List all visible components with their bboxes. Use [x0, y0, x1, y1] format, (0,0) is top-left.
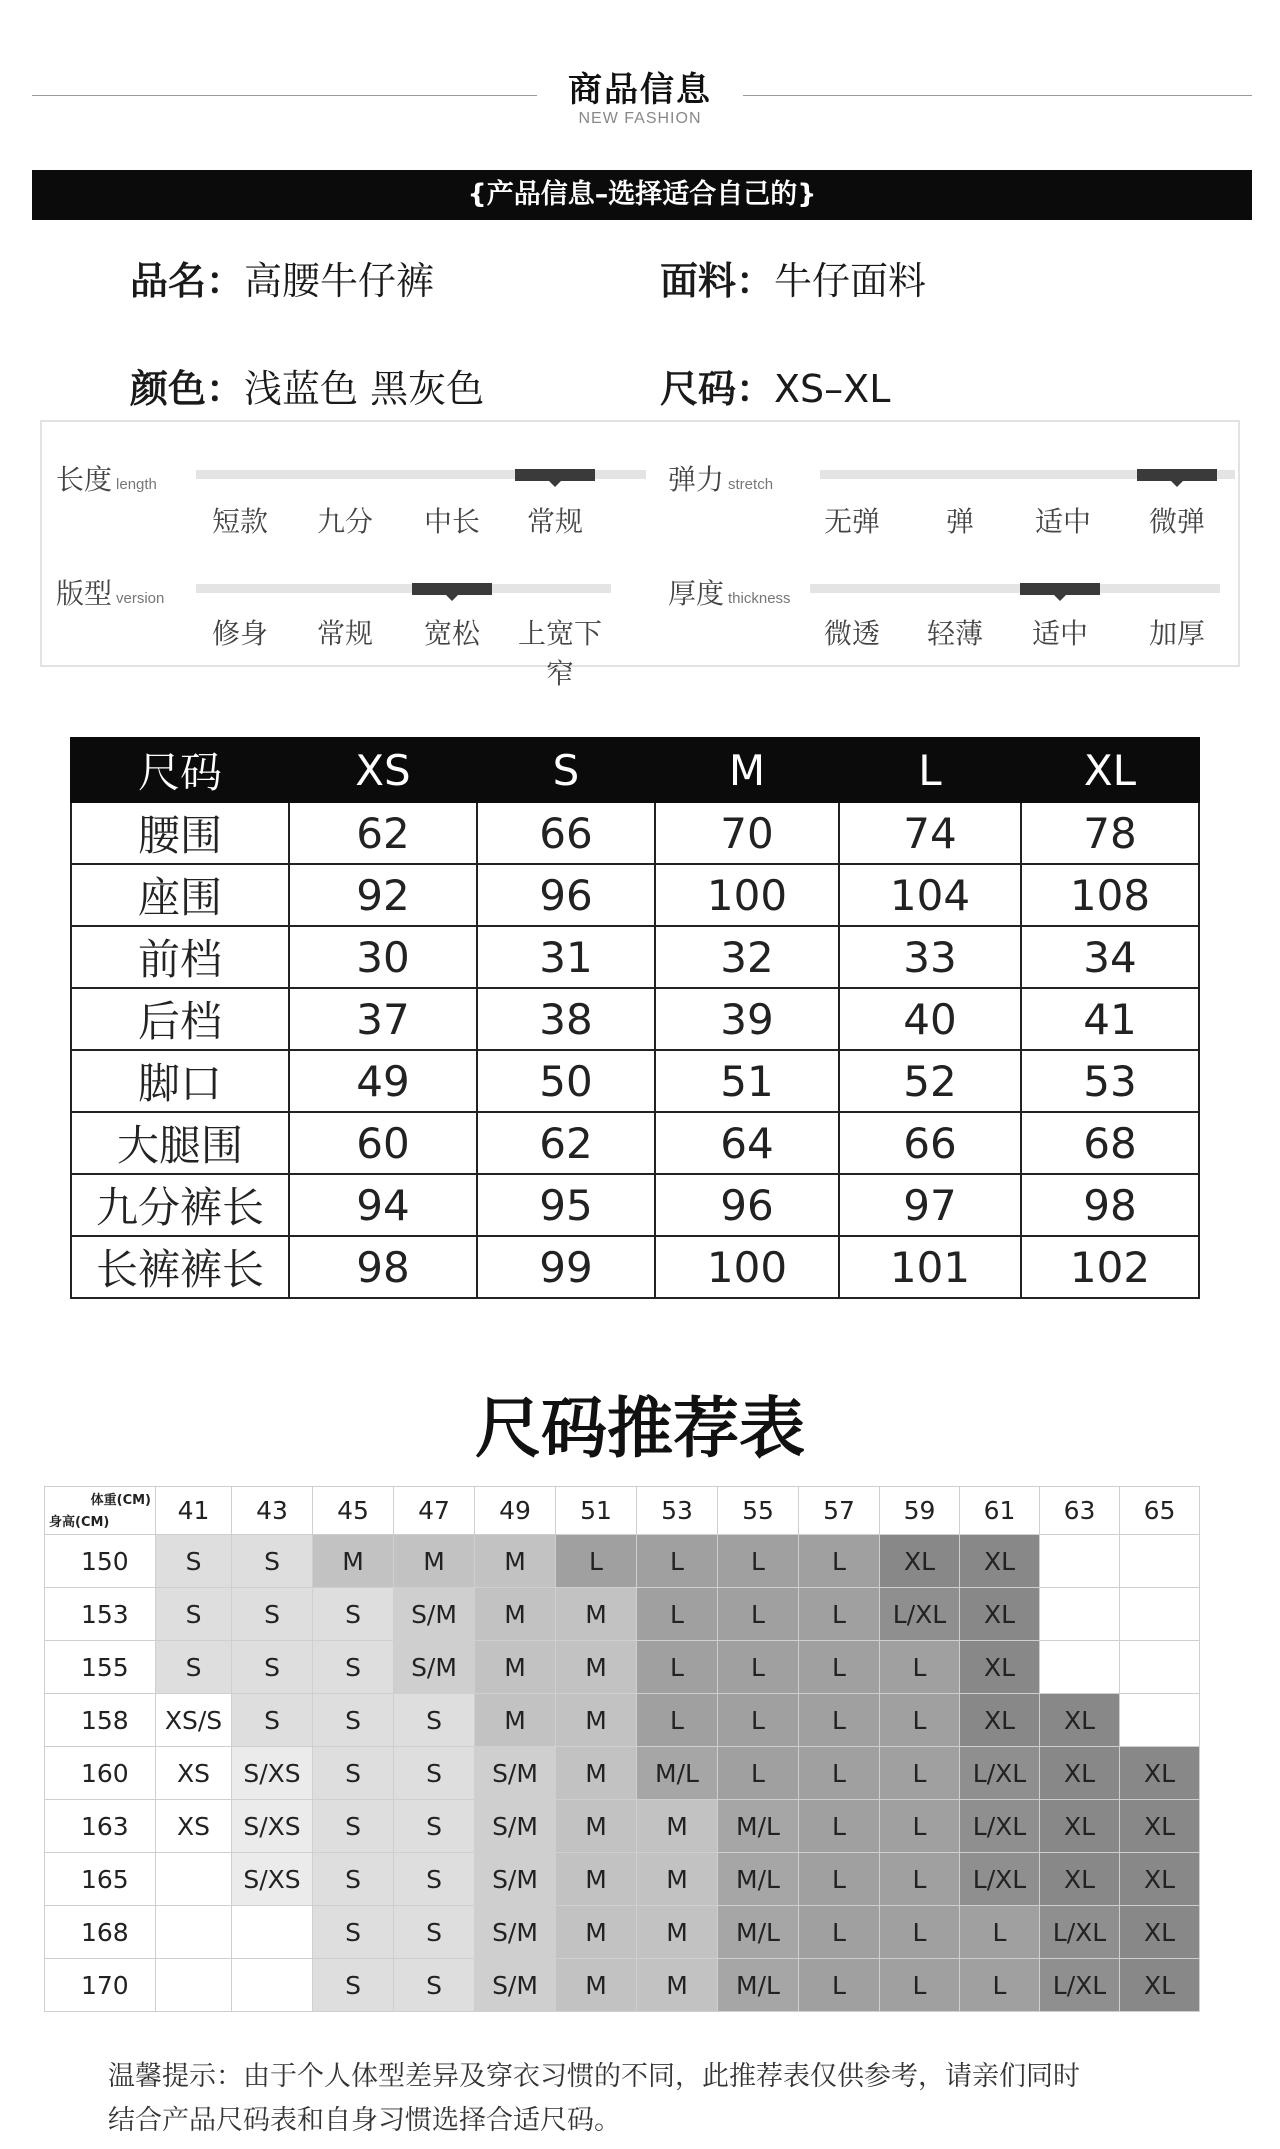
attr-option: 常规: [526, 505, 583, 538]
table-row: [71, 1050, 1199, 1112]
size-recommend-cell: M/L: [718, 1800, 799, 1853]
size-recommend-cell: [1040, 1588, 1120, 1641]
size-header-cell: M: [655, 738, 839, 802]
size-row-label: 腰围: [71, 802, 289, 864]
size-recommend-cell: S: [156, 1641, 232, 1694]
size-cell: 97: [839, 1174, 1021, 1236]
attr-option: 微透: [823, 617, 880, 650]
attr-label-en: thickness: [728, 590, 791, 607]
size-recommend-cell: XL: [960, 1641, 1040, 1694]
attr-track: [810, 584, 1220, 593]
size-recommend-cell: [232, 1906, 313, 1959]
table-row: [71, 802, 1199, 864]
size-recommend-cell: XL: [1040, 1853, 1120, 1906]
attr-label-text: 版型: [56, 577, 113, 610]
size-recommend-cell: L: [637, 1535, 718, 1588]
size-recommend-cell: S: [394, 1959, 475, 2012]
size-cell: 95: [477, 1174, 655, 1236]
size-cell: 62: [477, 1112, 655, 1174]
info-size: [660, 358, 890, 413]
size-recommend-cell: S: [313, 1641, 394, 1694]
attr-option: 常规: [316, 617, 373, 650]
size-recommend-cell: M/L: [718, 1853, 799, 1906]
size-cell: 30: [289, 926, 477, 988]
size-recommend-cell: M: [475, 1535, 556, 1588]
size-recommend-cell: M: [637, 1800, 718, 1853]
size-recommend-cell: L: [799, 1694, 880, 1747]
size-cell: 40: [839, 988, 1021, 1050]
size-cell: 101: [839, 1236, 1021, 1298]
size-recommend-cell: M/L: [718, 1959, 799, 2012]
info-fabric-value: 牛仔面料: [774, 259, 927, 303]
size-recommend-cell: S: [313, 1694, 394, 1747]
tip-line-2: 结合产品尺码表和自身习惯选择合适尺码。: [108, 2105, 621, 2136]
size-recommend-cell: [156, 1959, 232, 2012]
corner-weight-label: 体重(CM): [90, 1493, 151, 1508]
size-row-label: 后档: [71, 988, 289, 1050]
attr-selected-marker: [515, 469, 595, 481]
attr-selected-marker: [412, 583, 492, 595]
corner-height-label: 身高(CM): [49, 1515, 110, 1530]
size-recommend-cell: XL: [1120, 1800, 1200, 1853]
size-recommend-cell: [1040, 1535, 1120, 1588]
size-row-label: 座围: [71, 864, 289, 926]
weight-header-cell: 53: [637, 1487, 718, 1535]
size-recommend-cell: M: [637, 1959, 718, 2012]
weight-header-cell: 45: [313, 1487, 394, 1535]
size-recommend-cell: XL: [1120, 1959, 1200, 2012]
size-recommend-cell: M: [556, 1959, 637, 2012]
size-recommend-cell: L: [799, 1641, 880, 1694]
size-recommend-cell: S: [313, 1853, 394, 1906]
size-recommend-cell: L: [718, 1641, 799, 1694]
attr-selected-marker: [1137, 469, 1217, 481]
size-recommend-cell: M: [637, 1906, 718, 1959]
size-recommend-cell: S: [394, 1694, 475, 1747]
info-color-label: 颜色：: [130, 367, 245, 411]
size-recommend-cell: S/XS: [232, 1747, 313, 1800]
size-cell: 96: [655, 1174, 839, 1236]
attr-option: 宽松: [423, 617, 480, 650]
size-recommend-cell: M: [556, 1694, 637, 1747]
weight-header-cell: 59: [880, 1487, 960, 1535]
attr-option: 弹: [945, 505, 974, 538]
size-recommend-cell: S/M: [394, 1588, 475, 1641]
size-recommend-cell: L: [799, 1959, 880, 2012]
weight-header-cell: 41: [156, 1487, 232, 1535]
height-cell: 168: [45, 1906, 156, 1959]
size-recommend-cell: M: [556, 1853, 637, 1906]
size-recommend-cell: L: [960, 1906, 1040, 1959]
table-row: [45, 1588, 1200, 1641]
size-recommend-cell: XL: [1040, 1694, 1120, 1747]
attr-track: [196, 584, 611, 593]
size-cell: 70: [655, 802, 839, 864]
weight-header-cell: 55: [718, 1487, 799, 1535]
recommend-title: 尺码推荐表: [475, 1390, 805, 1467]
size-recommend-cell: S/M: [475, 1959, 556, 2012]
size-cell: 34: [1021, 926, 1199, 988]
height-cell: 170: [45, 1959, 156, 2012]
size-recommend-cell: M: [475, 1588, 556, 1641]
size-cell: 50: [477, 1050, 655, 1112]
size-recommend-cell: [1120, 1641, 1200, 1694]
weight-header-cell: 51: [556, 1487, 637, 1535]
size-cell: 31: [477, 926, 655, 988]
size-recommend-cell: L/XL: [1040, 1906, 1120, 1959]
size-recommend-cell: L: [637, 1588, 718, 1641]
size-recommend-cell: XL: [1040, 1747, 1120, 1800]
table-row: [45, 1747, 1200, 1800]
recommend-corner: [45, 1487, 156, 1535]
table-row: [45, 1853, 1200, 1906]
table-row: [45, 1641, 1200, 1694]
table-row: [71, 864, 1199, 926]
attr-selected-marker: [1020, 583, 1100, 595]
size-recommend-cell: [1040, 1641, 1120, 1694]
size-cell: 104: [839, 864, 1021, 926]
attr-label-text: 厚度: [668, 577, 725, 610]
size-cell: 98: [289, 1236, 477, 1298]
size-recommend-cell: S: [394, 1853, 475, 1906]
attr-label-text: 弹力: [668, 463, 725, 496]
size-header-cell: L: [839, 738, 1021, 802]
size-recommend-cell: S: [232, 1535, 313, 1588]
weight-header-cell: 65: [1120, 1487, 1200, 1535]
size-recommend-cell: M: [637, 1853, 718, 1906]
size-recommend-cell: S: [394, 1800, 475, 1853]
height-cell: 165: [45, 1853, 156, 1906]
size-recommend-cell: L: [718, 1588, 799, 1641]
size-recommend-cell: [1120, 1588, 1200, 1641]
size-cell: 33: [839, 926, 1021, 988]
size-recommend-cell: L: [880, 1800, 960, 1853]
size-recommend-cell: S/M: [475, 1853, 556, 1906]
info-fabric-label: 面料：: [660, 259, 775, 303]
size-recommend-cell: [156, 1906, 232, 1959]
height-cell: 153: [45, 1588, 156, 1641]
size-recommend-cell: M: [475, 1641, 556, 1694]
size-cell: 66: [839, 1112, 1021, 1174]
table-row: [71, 926, 1199, 988]
weight-header-cell: 63: [1040, 1487, 1120, 1535]
table-row: [71, 988, 1199, 1050]
size-cell: 41: [1021, 988, 1199, 1050]
page-title: 商品信息: [568, 70, 712, 110]
info-size-value: XS–XL: [774, 367, 891, 411]
size-recommend-cell: L/XL: [960, 1747, 1040, 1800]
size-recommend-cell: L: [718, 1694, 799, 1747]
attr-option: 九分: [316, 505, 373, 538]
size-cell: 68: [1021, 1112, 1199, 1174]
size-cell: 64: [655, 1112, 839, 1174]
attr-option: 无弹: [823, 505, 880, 538]
attr-label-text: 长度: [56, 463, 113, 496]
attr-option: 加厚: [1148, 617, 1205, 650]
size-recommend-cell: L: [718, 1747, 799, 1800]
table-row: [45, 1535, 1200, 1588]
attr-option: 修身: [211, 617, 268, 650]
size-recommend-cell: L: [799, 1535, 880, 1588]
size-recommend-cell: XL: [1120, 1906, 1200, 1959]
size-cell: 100: [655, 864, 839, 926]
size-cell: 53: [1021, 1050, 1199, 1112]
info-name: [130, 250, 434, 305]
attr-option: 适中: [1031, 617, 1088, 650]
size-cell: 78: [1021, 802, 1199, 864]
weight-header-cell: 49: [475, 1487, 556, 1535]
size-cell: 100: [655, 1236, 839, 1298]
size-recommend-cell: L: [799, 1588, 880, 1641]
size-recommend-cell: L: [880, 1747, 960, 1800]
size-recommend-cell: S: [313, 1906, 394, 1959]
size-recommend-cell: S: [156, 1535, 232, 1588]
size-header-cell: XL: [1021, 738, 1199, 802]
size-recommend-cell: S: [313, 1800, 394, 1853]
size-recommend-cell: M: [313, 1535, 394, 1588]
size-row-label: 前档: [71, 926, 289, 988]
size-recommend-cell: XL: [1120, 1747, 1200, 1800]
table-row: [45, 1694, 1200, 1747]
size-recommend-cell: L: [880, 1853, 960, 1906]
size-recommend-cell: L: [880, 1906, 960, 1959]
size-recommend-cell: L: [960, 1959, 1040, 2012]
size-recommend-cell: L: [637, 1694, 718, 1747]
info-color-value: 浅蓝色 黑灰色: [244, 367, 485, 411]
size-cell: 60: [289, 1112, 477, 1174]
size-header-label: 尺码: [71, 738, 289, 802]
table-row: [71, 1174, 1199, 1236]
size-row-label: 脚口: [71, 1050, 289, 1112]
size-cell: 39: [655, 988, 839, 1050]
size-recommend-cell: XL: [960, 1535, 1040, 1588]
size-cell: 49: [289, 1050, 477, 1112]
size-recommend-cell: M: [394, 1535, 475, 1588]
attr-option: 上宽下窄: [517, 617, 602, 690]
size-recommend-cell: L: [718, 1535, 799, 1588]
size-cell: 32: [655, 926, 839, 988]
weight-header-cell: 43: [232, 1487, 313, 1535]
size-cell: 99: [477, 1236, 655, 1298]
size-recommend-cell: S: [313, 1747, 394, 1800]
size-row-label: 大腿围: [71, 1112, 289, 1174]
table-row: [71, 1236, 1199, 1298]
size-recommend-cell: M/L: [718, 1906, 799, 1959]
size-recommend-cell: M: [556, 1588, 637, 1641]
size-cell: 102: [1021, 1236, 1199, 1298]
info-color: [130, 358, 484, 413]
size-table: [70, 737, 1200, 1299]
size-header-cell: S: [477, 738, 655, 802]
size-table-header: [71, 738, 1199, 802]
size-recommend-cell: [1120, 1535, 1200, 1588]
size-recommend-cell: M: [556, 1641, 637, 1694]
size-recommend-cell: S/XS: [232, 1853, 313, 1906]
size-row-label: 长裤裤长: [71, 1236, 289, 1298]
table-row: [45, 1906, 1200, 1959]
table-row: [71, 1112, 1199, 1174]
size-recommend-cell: XL: [1040, 1800, 1120, 1853]
size-recommend-cell: XL: [960, 1588, 1040, 1641]
size-recommend-cell: [232, 1959, 313, 2012]
size-cell: 92: [289, 864, 477, 926]
size-recommend-cell: M: [556, 1800, 637, 1853]
size-recommend-cell: S: [313, 1959, 394, 2012]
info-name-label: 品名：: [130, 259, 245, 303]
size-cell: 51: [655, 1050, 839, 1112]
size-recommend-cell: S: [232, 1641, 313, 1694]
attr-option: 轻薄: [926, 617, 983, 650]
size-cell: 96: [477, 864, 655, 926]
size-cell: 52: [839, 1050, 1021, 1112]
height-cell: 150: [45, 1535, 156, 1588]
size-row-label: 九分裤长: [71, 1174, 289, 1236]
height-cell: 160: [45, 1747, 156, 1800]
size-recommend-cell: M: [556, 1747, 637, 1800]
attr-option: 适中: [1034, 505, 1091, 538]
size-recommend-cell: XL: [880, 1535, 960, 1588]
size-recommend-cell: XS/S: [156, 1694, 232, 1747]
size-recommend-cell: S/M: [475, 1800, 556, 1853]
size-recommend-cell: M/L: [637, 1747, 718, 1800]
size-recommend-cell: L: [880, 1959, 960, 2012]
tip-line-1: 温馨提示：由于个人体型差异及穿衣习惯的不同，此推荐表仅供参考，请亲们同时: [108, 2061, 1080, 2092]
weight-header-cell: 61: [960, 1487, 1040, 1535]
attr-label-en: version: [116, 590, 165, 607]
banner: {产品信息–选择适合自己的}: [32, 170, 1252, 220]
attr-label: [668, 458, 773, 498]
info-name-value: 高腰牛仔裤: [244, 259, 435, 303]
size-cell: 37: [289, 988, 477, 1050]
size-recommend-cell: S/M: [394, 1641, 475, 1694]
info-size-label: 尺码：: [660, 367, 775, 411]
size-recommend-cell: L/XL: [1040, 1959, 1120, 2012]
height-cell: 163: [45, 1800, 156, 1853]
size-recommend-cell: S: [156, 1588, 232, 1641]
size-recommend-cell: L: [799, 1853, 880, 1906]
size-recommend-cell: S/M: [475, 1906, 556, 1959]
size-recommend-cell: S: [313, 1588, 394, 1641]
size-cell: 98: [1021, 1174, 1199, 1236]
size-recommend-cell: L: [799, 1906, 880, 1959]
size-recommend-cell: S: [232, 1588, 313, 1641]
attr-label-en: stretch: [728, 476, 774, 493]
page-subtitle: NEW FASHION: [578, 110, 702, 127]
recommend-header-row: [45, 1487, 1200, 1535]
size-recommend-cell: L/XL: [960, 1800, 1040, 1853]
attr-option: 短款: [211, 505, 268, 538]
table-row: [45, 1959, 1200, 2012]
size-recommend-cell: [1120, 1694, 1200, 1747]
size-recommend-cell: [156, 1853, 232, 1906]
size-recommend-cell: XS: [156, 1800, 232, 1853]
weight-header-cell: 57: [799, 1487, 880, 1535]
size-recommend-cell: XS: [156, 1747, 232, 1800]
size-cell: 66: [477, 802, 655, 864]
size-recommend-cell: L: [880, 1694, 960, 1747]
table-row: [45, 1800, 1200, 1853]
size-recommend-cell: XL: [960, 1694, 1040, 1747]
size-recommend-cell: L: [880, 1641, 960, 1694]
attr-label: [668, 572, 791, 612]
attr-option: 微弹: [1148, 505, 1205, 538]
attr-label: [56, 458, 157, 498]
size-cell: 62: [289, 802, 477, 864]
size-recommend-cell: L/XL: [960, 1853, 1040, 1906]
attr-option: 中长: [423, 505, 480, 538]
size-header-cell: XS: [289, 738, 477, 802]
size-recommend-cell: S: [394, 1747, 475, 1800]
size-cell: 94: [289, 1174, 477, 1236]
weight-header-cell: 47: [394, 1487, 475, 1535]
height-cell: 155: [45, 1641, 156, 1694]
size-cell: 108: [1021, 864, 1199, 926]
size-recommend-cell: S/M: [475, 1747, 556, 1800]
size-cell: 74: [839, 802, 1021, 864]
attr-label-en: length: [116, 476, 157, 493]
height-cell: 158: [45, 1694, 156, 1747]
recommend-table: [44, 1486, 1200, 2012]
size-cell: 38: [477, 988, 655, 1050]
size-recommend-cell: M: [556, 1906, 637, 1959]
size-recommend-cell: S/XS: [232, 1800, 313, 1853]
size-recommend-cell: S: [232, 1694, 313, 1747]
size-recommend-cell: XL: [1120, 1853, 1200, 1906]
size-recommend-cell: L: [637, 1641, 718, 1694]
size-recommend-cell: M: [475, 1694, 556, 1747]
attr-label: [56, 572, 164, 612]
size-recommend-cell: S: [394, 1906, 475, 1959]
size-recommend-cell: L/XL: [880, 1588, 960, 1641]
info-fabric: [660, 250, 926, 305]
size-recommend-cell: L: [799, 1800, 880, 1853]
size-recommend-cell: L: [556, 1535, 637, 1588]
size-recommend-cell: L: [799, 1747, 880, 1800]
